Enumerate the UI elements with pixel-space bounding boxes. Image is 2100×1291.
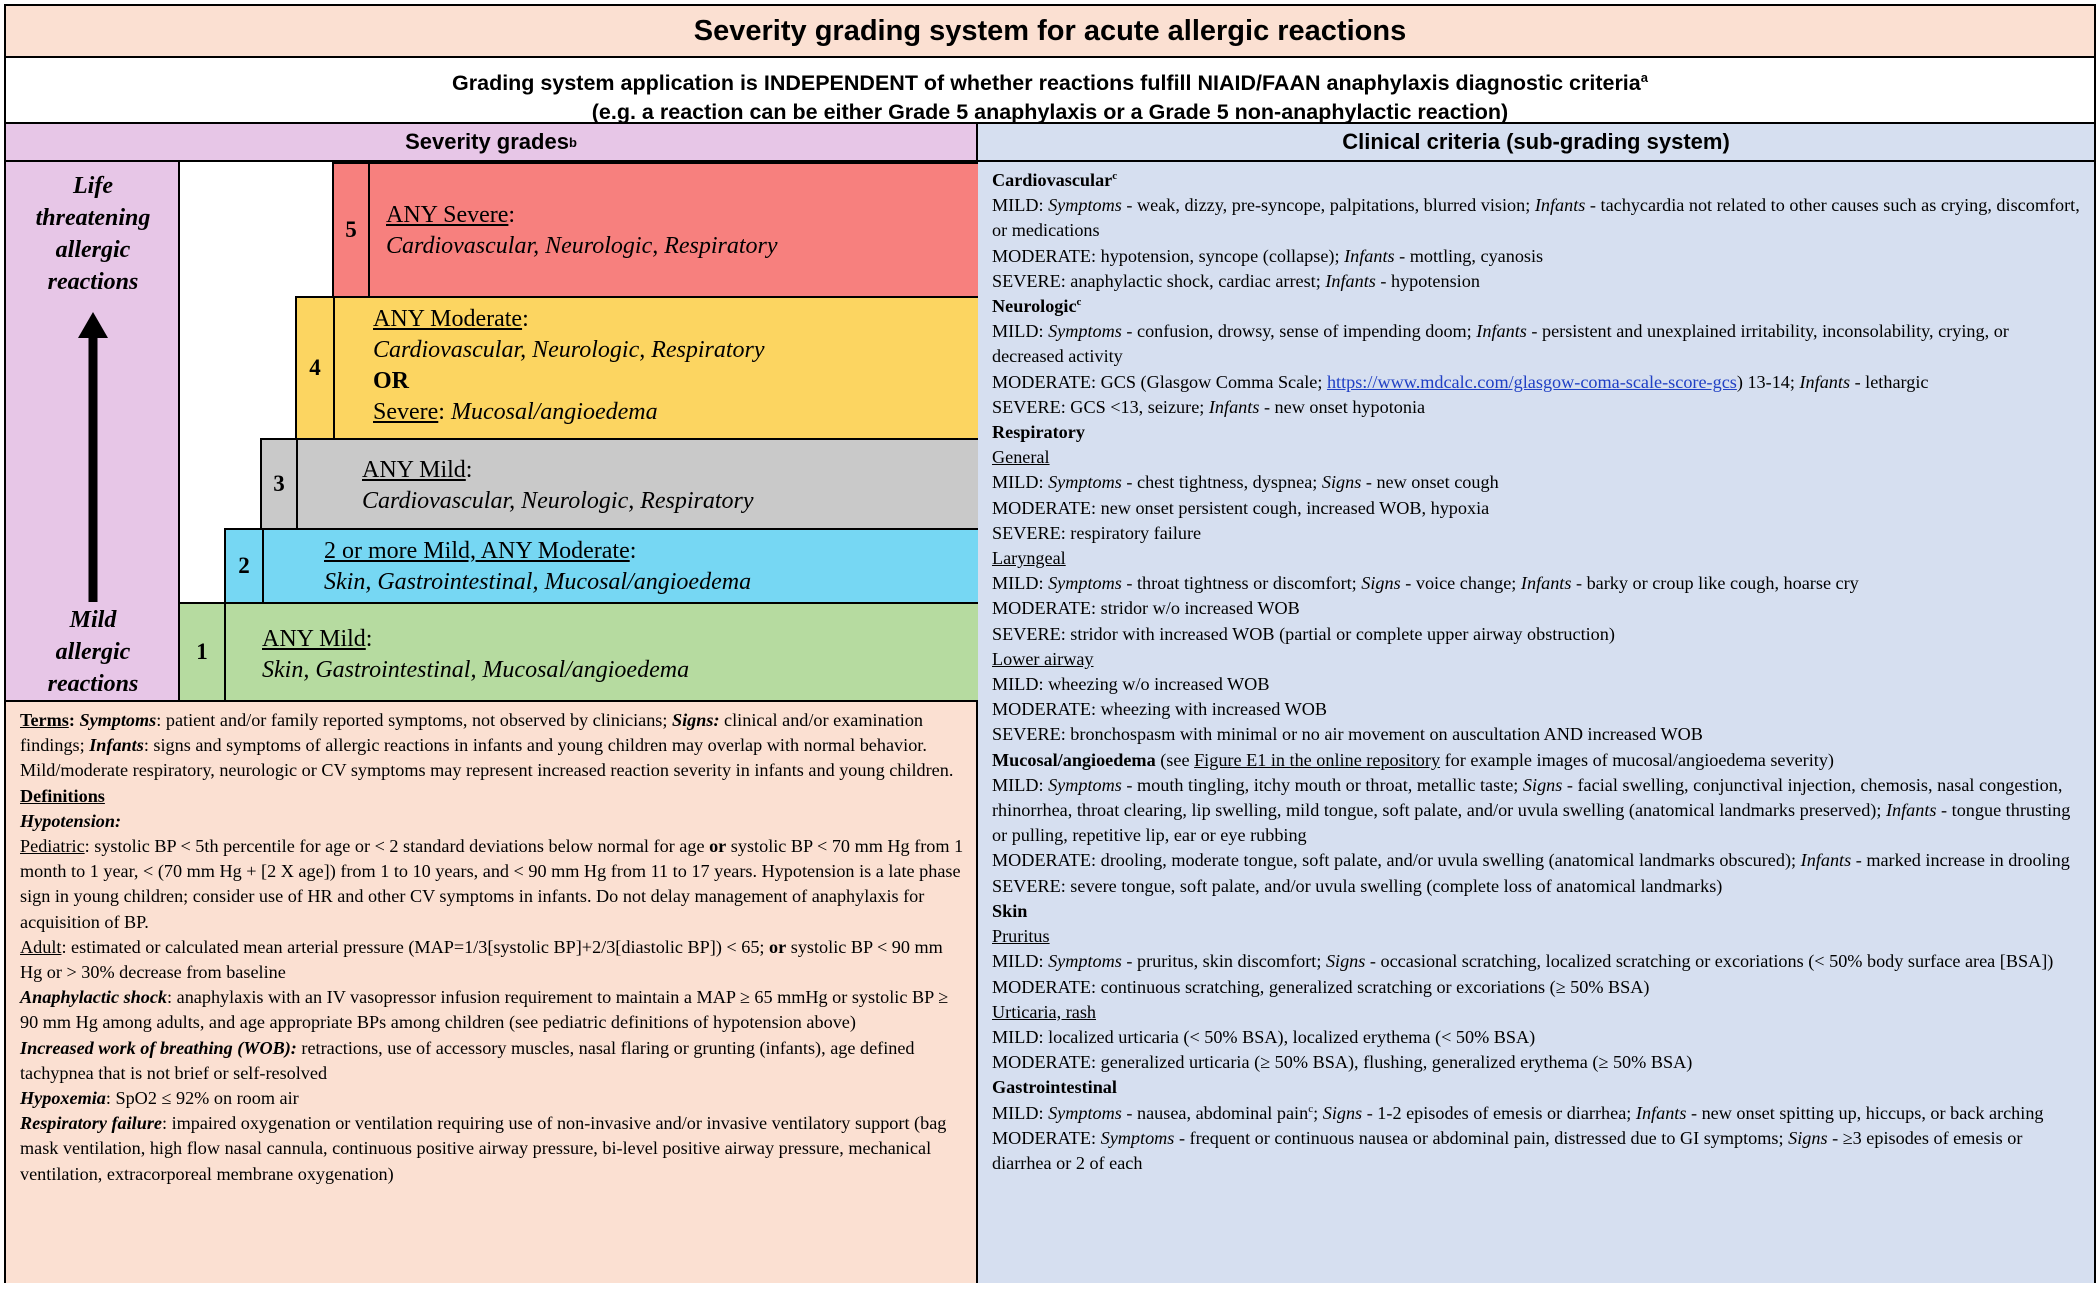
grade-4-box bbox=[295, 296, 980, 440]
pruritus-mild bbox=[992, 949, 2084, 974]
footnote-c: c bbox=[1308, 1102, 1314, 1115]
mucosal-mild bbox=[992, 773, 2084, 849]
criteria-text: MODERATE: hypotension, syncope (collapse); bbox=[992, 245, 1345, 266]
resp-failure-term: Respiratory failure bbox=[20, 1113, 162, 1134]
grade-label: 2 or more Mild, ANY Moderate bbox=[324, 538, 630, 564]
severity-grades-header-text: Severity grades bbox=[405, 129, 569, 154]
criteria-text: - pruritus, skin discomfort; bbox=[1121, 951, 1326, 972]
infants-term: Infants bbox=[1476, 321, 1527, 342]
colon: : bbox=[465, 457, 473, 483]
pediatric-term: Pediatric bbox=[20, 836, 85, 857]
criteria-text: - frequent or continuous nausea or abdominal pain, distressed due to GI symptoms; bbox=[1174, 1127, 1789, 1148]
criteria-text: - new onset cough bbox=[1361, 472, 1499, 493]
or-word: or bbox=[709, 836, 727, 857]
grade-number: 2 bbox=[226, 530, 264, 602]
criteria-text: SEVERE: GCS <13, seizure; bbox=[992, 396, 1209, 417]
gi-heading: Gastrointestinal bbox=[992, 1077, 1117, 1098]
criteria-text: MODERATE: drooling, moderate tongue, soft palate, and/or uvula swelling (anatomical landmarks obscured); bbox=[992, 850, 1801, 871]
colon: : bbox=[522, 306, 529, 332]
grade-4-text bbox=[373, 304, 765, 428]
resp-failure-definition bbox=[20, 1111, 966, 1187]
symptoms-term: Symptoms bbox=[1048, 951, 1122, 972]
clinical-criteria bbox=[978, 162, 2094, 1283]
mucosal-heading bbox=[992, 748, 2084, 773]
lower-moderate: MODERATE: wheezing with increased WOB bbox=[992, 699, 1328, 720]
cv-severe bbox=[992, 269, 2084, 294]
grade-1-text bbox=[262, 624, 689, 686]
gcs-link[interactable]: https://www.mdcalc.com/glasgow-coma-scale-score-gcs bbox=[1326, 371, 1737, 392]
grade-1-box bbox=[178, 602, 980, 702]
neuro-heading bbox=[992, 294, 2084, 319]
shock-text: : anaphylaxis with an IV vasopressor infusion requirement to maintain a MAP ≥ 65 mmHg or systolic BP ≥ 90 mm Hg among adults, and age appropriate BPs among children (see pediatric definitions of hypotension above) bbox=[20, 987, 949, 1033]
grade-2-box bbox=[224, 528, 980, 604]
grade-number: 5 bbox=[334, 164, 370, 296]
criteria-text: - mouth tingling, itchy mouth or throat, metallic taste; bbox=[1121, 774, 1523, 795]
adult-term: Adult bbox=[20, 936, 62, 957]
signs-term: Signs bbox=[1322, 1102, 1363, 1123]
footnote-a: a bbox=[1640, 70, 1648, 85]
grade-systems: Skin, Gastrointestinal, Mucosal/angioedema bbox=[324, 569, 752, 595]
hypoxemia-definition bbox=[20, 1086, 966, 1111]
neuro-moderate bbox=[992, 370, 2084, 395]
axis-top-word: allergic bbox=[55, 237, 131, 263]
infants-term: Infants bbox=[1325, 270, 1376, 291]
level: MODERATE: bbox=[992, 1127, 1101, 1148]
urticaria-subheading: Urticaria, rash bbox=[992, 1001, 1097, 1022]
severity-axis bbox=[6, 162, 180, 700]
grade-systems: Skin, Gastrointestinal, Mucosal/angioedema bbox=[262, 657, 690, 683]
infants-term: Infants bbox=[89, 735, 144, 756]
symptoms-term: Symptoms bbox=[1048, 472, 1122, 493]
criteria-text: - mottling, cyanosis bbox=[1394, 245, 1544, 266]
criteria-text: - tachycardia not related to other causes such as crying, discomfort, or medications bbox=[992, 195, 2080, 241]
skin-heading: Skin bbox=[992, 900, 1028, 921]
infants-term: Infants bbox=[1520, 573, 1572, 594]
mucosal-heading-text: Mucosal/angioedema bbox=[992, 749, 1156, 770]
urticaria-mild: MILD: localized urticaria (< 50% BSA), localized erythema (< 50% BSA) bbox=[992, 1026, 1536, 1047]
terms-definitions bbox=[6, 700, 978, 1283]
severity-grades-header bbox=[6, 124, 978, 162]
axis-bottom-word: Mild bbox=[69, 607, 117, 633]
infants-term: Infants bbox=[1800, 850, 1852, 871]
resp-failure-text: : impaired oxygenation or ventilation requiring use of non-invasive and/or invasive ventilatory support (bag mask ventilation, high flow nasal cannula, continuous positive airway pressure, bi-level positive airway pressure, mechanical ventilation, extracorporeal membrane oxygenation) bbox=[20, 1113, 947, 1184]
criteria-text: - hypotension bbox=[1375, 270, 1480, 291]
cv-mild bbox=[992, 193, 2084, 243]
signs-term: Signs bbox=[1361, 573, 1401, 594]
criteria-text: - new onset hypotonia bbox=[1259, 396, 1426, 417]
criteria-text: (see bbox=[1155, 749, 1195, 770]
axis-bottom-word: allergic bbox=[55, 639, 131, 665]
criteria-text: - persistent and unexplained irritability, inconsolability, crying, or decreased activity bbox=[992, 321, 2009, 367]
definitions-label: Definitions bbox=[20, 785, 105, 806]
table-subtitle bbox=[6, 58, 2094, 124]
clinical-criteria-header: Clinical criteria (sub-grading system) bbox=[978, 124, 2094, 162]
infants-term: Infants bbox=[1344, 245, 1395, 266]
axis-bottom-word: reactions bbox=[47, 671, 139, 697]
wob-text: retractions, use of accessory muscles, nasal flaring or grunting (infants), age defined tachypnea that is not brief or self-resolved bbox=[20, 1037, 915, 1083]
criteria-text: ; bbox=[1313, 1102, 1323, 1123]
criteria-text: - ≥3 episodes of emesis or diarrhea or 2 of each bbox=[992, 1127, 2023, 1173]
or-word: or bbox=[769, 936, 787, 957]
hypotension-term: Hypotension bbox=[20, 810, 115, 831]
criteria-text: - weak, dizzy, pre-syncope, palpitations, blurred vision; bbox=[1121, 195, 1535, 216]
signs-term: Signs: bbox=[671, 710, 720, 730]
table-title: Severity grading system for acute allergic reactions bbox=[6, 6, 2094, 58]
or-label: OR bbox=[373, 368, 409, 394]
wob-term: Increased work of breathing (WOB): bbox=[20, 1037, 297, 1058]
criteria-text: - tongue thrusting or pulling, repetitive lip, ear or eye rubbing bbox=[992, 800, 2071, 846]
neuro-heading-text: Neurologic bbox=[992, 296, 1077, 317]
adult-text: systolic BP < 90 mm Hg or > 30% decrease from baseline bbox=[20, 936, 943, 983]
grade-systems: Cardiovascular, Neurologic, Respiratory bbox=[362, 488, 754, 514]
level: MILD: bbox=[992, 573, 1049, 594]
criteria-text: ) 13-14; bbox=[1736, 371, 1800, 392]
level: MILD: bbox=[992, 774, 1049, 795]
grade-systems: Mucosal/angioedema bbox=[450, 399, 658, 425]
urticaria-moderate: MODERATE: generalized urticaria (≥ 50% BSA), flushing, generalized erythema (≥ 50% BSA) bbox=[992, 1052, 1693, 1073]
pediatric-definition bbox=[20, 834, 966, 935]
figure-e1-link[interactable]: Figure E1 in the online repository bbox=[1194, 749, 1441, 770]
pediatric-text: : systolic BP < 5th percentile for age or < 2 standard deviations below normal for age bbox=[84, 836, 710, 857]
terms-paragraph: Terms: Symptoms: patient and/or family reported symptoms, not observed by clinicians; Signs: clinical and/or examination findings; Infants: signs and symptoms of allergic reactions in infants and young children may overlap with normal behavior. Mild/moderate respiratory, neurologic or CV symptoms may represent increased reaction severity in infants and young children. bbox=[20, 710, 954, 781]
grade-number: 1 bbox=[180, 604, 226, 700]
grade-number: 4 bbox=[297, 298, 335, 438]
shock-term: Anaphylactic shock bbox=[20, 987, 168, 1008]
general-subheading: General bbox=[992, 447, 1050, 468]
criteria-text: - 1-2 episodes of emesis or diarrhea; bbox=[1362, 1102, 1636, 1123]
lower-airway-subheading: Lower airway bbox=[992, 648, 1094, 669]
lower-mild: MILD: wheezing w/o increased WOB bbox=[992, 674, 1270, 695]
axis-top-word: reactions bbox=[47, 269, 139, 295]
pediatric-text: systolic BP < 70 mm Hg from 1 month to 1 year, < (70 mm Hg + [2 X age]) from 1 to 10 years, and < 90 mm Hg from 11 to 17 years. Hypotension is a late phase sign in young children; consider use of HR and other CV symptoms in infants. Do not delay management of anaphylaxis for acquisition of BP. bbox=[20, 836, 964, 932]
shock-definition bbox=[20, 985, 966, 1035]
resp-heading: Respiratory bbox=[992, 422, 1085, 443]
hypoxemia-term: Hypoxemia bbox=[20, 1088, 106, 1109]
level: MILD: bbox=[992, 195, 1049, 216]
level: MILD: bbox=[992, 1102, 1049, 1123]
colon: : bbox=[365, 626, 373, 652]
grade-5-box bbox=[332, 162, 980, 298]
criteria-text: - occasional scratching, localized scratching or excoriations (< 50% body surface area [BSA]) bbox=[1365, 951, 2054, 972]
criteria-text: - facial swelling, conjunctival injection, chemosis, nasal congestion, rhinorrhea, throat clearing, lip swelling, mild tongue, soft palate, and/or uvula swelling (anatomical landmarks preserved); bbox=[992, 774, 2063, 821]
signs-term: Signs bbox=[1321, 472, 1362, 493]
grade-label: ANY Moderate bbox=[373, 306, 523, 332]
signs-definition: clinical and/or examination findings; bbox=[20, 710, 924, 756]
criteria-text: - new onset spitting up, hiccups, or back arching bbox=[1686, 1102, 2044, 1123]
criteria-text: - barky or croup like cough, hoarse cry bbox=[1571, 573, 1859, 594]
colon: : bbox=[438, 399, 451, 425]
criteria-text: SEVERE: anaphylactic shock, cardiac arrest; bbox=[992, 270, 1326, 291]
symptoms-term: Symptoms bbox=[1048, 321, 1122, 342]
pruritus-subheading: Pruritus bbox=[992, 926, 1050, 947]
criteria-text: for example images of mucosal/angioedema severity) bbox=[1440, 749, 1834, 770]
grade-number: 3 bbox=[262, 440, 298, 528]
mucosal-severe: SEVERE: severe tongue, soft palate, and/or uvula swelling (complete loss of anatomical landmarks) bbox=[992, 875, 1723, 896]
laryngeal-moderate: MODERATE: stridor w/o increased WOB bbox=[992, 598, 1300, 619]
wob-definition bbox=[20, 1036, 966, 1086]
gi-moderate bbox=[992, 1126, 2084, 1176]
subtitle-line-1: Grading system application is INDEPENDENT of whether reactions fulfill NIAID/FAAN anaphylaxis diagnostic criteria bbox=[452, 71, 1641, 96]
infants-term: Infants bbox=[1635, 1102, 1687, 1123]
footnote-c: c bbox=[1076, 295, 1082, 308]
cv-heading bbox=[992, 168, 2084, 193]
grade-3-text bbox=[362, 455, 754, 517]
lower-severe: SEVERE: bronchospasm with minimal or no air movement on auscultation AND increased WOB bbox=[992, 724, 1703, 745]
criteria-text: - marked increase in drooling bbox=[1851, 850, 2070, 871]
terms-label: Terms bbox=[20, 710, 69, 730]
infants-term: Infants bbox=[1799, 371, 1851, 392]
grading-table bbox=[4, 4, 2096, 1283]
criteria-text: - confusion, drowsy, sense of impending doom; bbox=[1121, 321, 1477, 342]
grade-5-text bbox=[386, 200, 778, 262]
symptoms-term: Symptoms bbox=[1048, 573, 1122, 594]
grade-label: Severe bbox=[373, 399, 439, 425]
infants-term: Infants bbox=[1885, 800, 1937, 821]
axis-top-word: threatening bbox=[35, 205, 151, 231]
symptoms-term: Symptoms bbox=[1048, 774, 1122, 795]
symptoms-term: Symptoms bbox=[1048, 1102, 1122, 1123]
symptoms-term: Symptoms bbox=[1048, 195, 1122, 216]
criteria-text: - lethargic bbox=[1850, 371, 1929, 392]
colon: : bbox=[629, 538, 637, 564]
mucosal-moderate bbox=[992, 848, 2084, 873]
subtitle-line-2: (e.g. a reaction can be either Grade 5 anaphylaxis or a Grade 5 non-anaphylactic reaction) bbox=[591, 100, 1509, 125]
criteria-text: MODERATE: GCS (Glasgow Comma Scale; bbox=[992, 371, 1327, 392]
cv-moderate bbox=[992, 244, 2084, 269]
general-moderate: MODERATE: new onset persistent cough, increased WOB, hypoxia bbox=[992, 497, 1490, 518]
pruritus-moderate: MODERATE: continuous scratching, generalized scratching or excoriations (≥ 50% BSA) bbox=[992, 976, 1650, 997]
signs-term: Signs bbox=[1788, 1127, 1828, 1148]
grade-systems: Cardiovascular, Neurologic, Respiratory bbox=[386, 233, 778, 259]
general-mild bbox=[992, 470, 2084, 495]
laryngeal-subheading: Laryngeal bbox=[992, 548, 1066, 569]
cv-heading-text: Cardiovascular bbox=[992, 170, 1113, 190]
adult-definition bbox=[20, 935, 966, 985]
mild-label bbox=[6, 604, 180, 700]
symptoms-term: Symptoms bbox=[79, 710, 157, 730]
hypoxemia-text: : SpO2 ≤ 92% on room air bbox=[105, 1088, 299, 1109]
criteria-text: - voice change; bbox=[1400, 573, 1521, 594]
grade-label: ANY Mild bbox=[362, 457, 466, 483]
general-severe: SEVERE: respiratory failure bbox=[992, 522, 1202, 543]
infants-term: Infants bbox=[1534, 195, 1586, 216]
symptoms-term: Symptoms bbox=[1100, 1127, 1175, 1148]
colon: : bbox=[508, 202, 516, 228]
laryngeal-severe: SEVERE: stridor with increased WOB (partial or complete upper airway obstruction) bbox=[992, 623, 1615, 644]
infants-term: Infants bbox=[1208, 396, 1260, 417]
neuro-severe bbox=[992, 395, 2084, 420]
grade-label: ANY Mild bbox=[262, 626, 366, 652]
footnote-c: c bbox=[1112, 169, 1118, 182]
level: MILD: bbox=[992, 321, 1049, 342]
criteria-text: - nausea, abdominal pain bbox=[1121, 1102, 1309, 1123]
axis-top-word: Life bbox=[73, 173, 113, 199]
infants-definition: : signs and symptoms of allergic reactions in infants and young children may overlap with normal behavior. Mild/moderate respiratory, neurologic or CV symptoms may represent increased reaction severity in infants and young children. bbox=[20, 735, 954, 781]
gi-mild bbox=[992, 1101, 2084, 1126]
level: MILD: bbox=[992, 472, 1049, 493]
signs-term: Signs bbox=[1522, 774, 1563, 795]
level: MILD: bbox=[992, 951, 1049, 972]
laryngeal-mild bbox=[992, 571, 2084, 596]
footnote-b: b bbox=[568, 134, 577, 150]
hypotension-heading: Hypotension: bbox=[20, 810, 122, 831]
criteria-text: - chest tightness, dyspnea; bbox=[1121, 472, 1322, 493]
grade-label: ANY Severe bbox=[386, 202, 509, 228]
adult-text: : estimated or calculated mean arterial pressure (MAP=1/3[systolic BP]+2/3[diastolic BP]) < 65; bbox=[61, 936, 770, 957]
grade-systems: Cardiovascular, Neurologic, Respiratory bbox=[373, 337, 765, 363]
symptoms-definition: : patient and/or family reported symptoms, not observed by clinicians; bbox=[156, 710, 672, 730]
neuro-mild bbox=[992, 319, 2084, 369]
criteria-text: - throat tightness or discomfort; bbox=[1121, 573, 1362, 594]
grade-2-text bbox=[324, 536, 751, 598]
grade-3-box bbox=[260, 438, 980, 530]
signs-term: Signs bbox=[1325, 951, 1366, 972]
